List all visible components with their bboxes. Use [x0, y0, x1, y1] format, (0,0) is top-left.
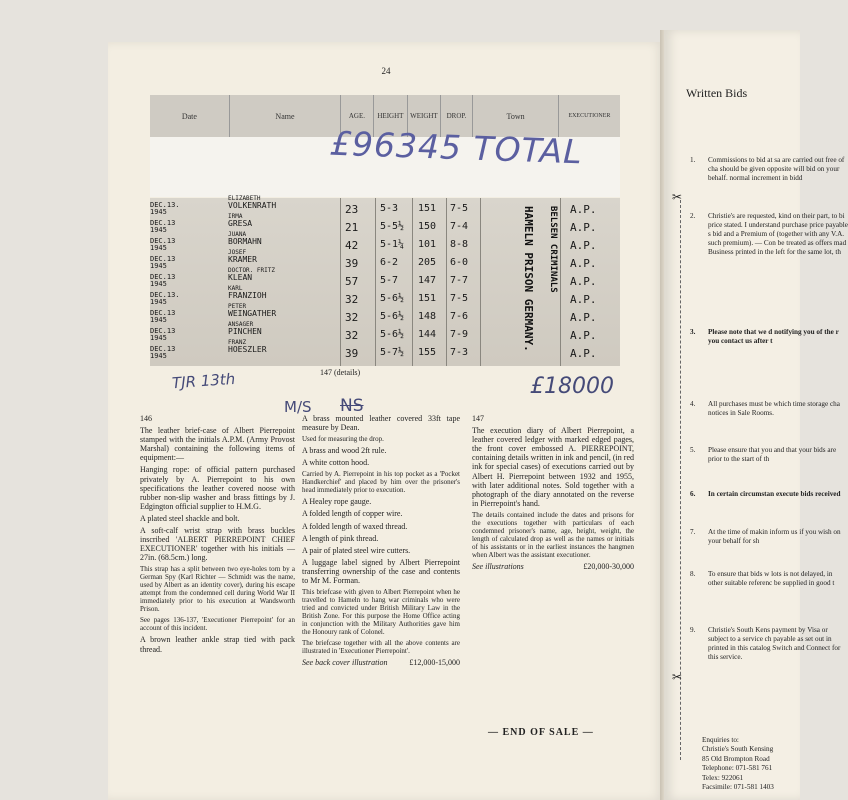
item-text: Please note that we d notifying you of the r you contact us after t	[708, 328, 839, 345]
item-text: To ensure that bids w lots is not delayed, in other suitable referenc be supplied in good t	[708, 570, 835, 587]
lot-description: A brass and wood 2ft rule.	[302, 446, 387, 456]
ledger-header-weight: WEIGHT	[408, 95, 441, 137]
lot-reference: See pages 136-137, 'Executioner Pierrepoint' for an account of this incident.	[140, 616, 295, 633]
ledger-age: 39	[345, 257, 359, 270]
ledger-age: 21	[345, 221, 359, 234]
ledger-name: KLEAN	[228, 273, 253, 282]
ledger-date: DEC.13 1945	[150, 255, 176, 270]
ledger-executioner: A.P.	[570, 275, 597, 288]
lot-description: A folded length of copper wire.	[302, 509, 403, 519]
ledger-row	[150, 285, 620, 307]
written-bids-item	[690, 212, 848, 257]
handwritten-total-annotation: £96345 TOTAL	[329, 123, 584, 172]
ledger-name: KRAMER	[228, 255, 257, 264]
lot-estimate-row	[302, 658, 460, 667]
ledger-header-age: AGE.	[341, 95, 374, 137]
enquiries-line: Telephone: 071-581 761	[702, 764, 773, 773]
ledger-age: 57	[345, 275, 359, 288]
ledger-age: 23	[345, 203, 359, 216]
ledger-town-note: BELSEN CRIMINALS	[548, 206, 558, 293]
enquiries-line: Enquiries to:	[702, 736, 739, 744]
lot-reference: See back cover illustration	[302, 658, 388, 668]
ledger-executioner: A.P.	[570, 347, 597, 360]
item-number: 2.	[690, 212, 696, 220]
lot-description: Carried by A. Pierrepoint in his top pocket as a 'Pocket Handkerchief' and placed by him over the prisoner's head immediately prior to execution.	[302, 470, 460, 495]
photo-caption: 147 (details)	[320, 368, 361, 377]
ledger-header-height: HEIGHT	[374, 95, 409, 137]
ledger-drop: 7-7	[450, 275, 469, 286]
lot-footnote: The details contained include the dates and prisons for the executions together with particulars of each condemned prisoner's name, age, height, weight, the length of calculated drop as well as the names or initials of his assistants or in the earliest instances the hangmen when Albert was the assistant executioner.	[472, 510, 634, 559]
ledger-name: FRANZIOH	[228, 291, 267, 300]
enquiries-line: Telex: 922061	[702, 773, 744, 782]
ledger-row	[150, 249, 620, 271]
ledger-weight: 144	[418, 329, 437, 340]
enquiries-line: Christie's South Kensing	[702, 745, 774, 754]
written-bids-item	[690, 400, 848, 418]
ledger-executioner: A.P.	[570, 203, 597, 216]
ledger-first-name: ANSAGER	[228, 321, 254, 328]
item-number: 1.	[690, 156, 696, 164]
ledger-weight: 151	[418, 293, 437, 304]
ledger-row	[150, 303, 620, 325]
lot-number: 146	[140, 414, 152, 423]
ledger-name: HOESZLER	[228, 345, 267, 354]
ledger-drop: 7-5	[450, 293, 469, 304]
ledger-date: DEC.13 1945	[150, 237, 176, 252]
lot-description: Used for measuring the drop.	[302, 435, 384, 444]
ledger-height: 5-6½	[380, 329, 405, 340]
ledger-weight: 147	[418, 275, 437, 286]
end-of-sale-heading: — END OF SALE —	[488, 727, 594, 738]
ledger-header-town: Town	[473, 95, 559, 137]
ledger-header-executioner: EXECUTIONER	[568, 113, 611, 119]
ledger-drop: 7-4	[450, 221, 469, 232]
item-text: Christie's South Kens payment by Visa or subject to a service ch payable as set out in printed in this catalog Switch and Connect for this service.	[708, 626, 841, 661]
scissors-icon: ✂	[672, 190, 683, 204]
ledger-age: 42	[345, 239, 359, 252]
ledger-height: 5-6½	[380, 293, 405, 304]
written-bids-item	[690, 156, 848, 183]
ledger-drop: 7-3	[450, 347, 469, 358]
lot-footnote: This strap has a split between two eye-holes torn by a German Spy (Karl Richter — Schmidt was the name, used by Albert as an identity cover), during his escape attempt from the condemned cell during World War II immediately prior to his execution at Wandsworth Prison.	[140, 565, 295, 614]
ledger-first-name: FRANZ	[228, 339, 247, 346]
lot-description: A soft-calf wrist strap with brass buckles inscribed 'ALBERT PIERREPOINT CHIEF EXECUTIONER' together with his initials — 27in. (68.5cm.) long.	[140, 526, 295, 563]
ledger-date: DEC.13 1945	[150, 219, 176, 234]
ledger-drop: 6-0	[450, 257, 469, 268]
ledger-header-drop: DROP.	[441, 95, 474, 137]
ledger-age: 39	[345, 347, 359, 360]
item-number: 9.	[690, 626, 696, 634]
ledger-executioner: A.P.	[570, 293, 597, 306]
lot-footnote: The briefcase together with all the above contents are illustrated in 'Executioner Pierrepoint'.	[302, 639, 460, 656]
ledger-first-name: KARL	[228, 285, 243, 292]
ledger-height: 6-2	[380, 257, 399, 268]
item-number: 7.	[690, 528, 696, 536]
ledger-row	[150, 321, 620, 343]
ledger-executioner: A.P.	[570, 257, 597, 270]
lot-reference: See illustrations	[472, 561, 524, 571]
ledger-weight: 150	[418, 221, 437, 232]
right-catalogue-page	[664, 30, 848, 800]
scissors-icon: ✂	[672, 670, 683, 684]
ledger-first-name: IRMA	[228, 213, 243, 220]
ledger-executioner: A.P.	[570, 329, 597, 342]
handwritten-note-left: TJR 13th	[171, 369, 236, 393]
ledger-date: DEC.13. 1945	[150, 201, 180, 216]
item-text: At the time of makin inform us if you wish on your behalf for sh	[708, 528, 841, 545]
ledger-first-name: JUANA	[228, 231, 247, 238]
ledger-height: 5-7½	[380, 347, 405, 358]
lot-description: A Healey rope gauge.	[302, 497, 372, 507]
ledger-header-name: Name	[230, 95, 341, 137]
ledger-weight: 155	[418, 347, 437, 358]
lot-estimate-row	[472, 562, 634, 571]
lot-description: A pair of plated steel wire cutters.	[302, 545, 411, 555]
ledger-first-name: ELIZABETH	[228, 195, 261, 202]
ledger-row	[150, 213, 620, 235]
ledger-row	[150, 267, 620, 289]
lot-footnote: This briefcase with given to Albert Pierrepoint when he travelled to Hameln to hang war criminals who were tried and convicted under British Military Law in the British Zone. For this purpose the Home Office acting in conjunction with the Military Authorities gave him the Honoury rank of Colonel.	[302, 588, 460, 637]
ledger-date: DEC.13 1945	[150, 273, 176, 288]
ledger-age: 32	[345, 329, 359, 342]
lot-description: A brass mounted leather covered 33ft tape measure by Dean.	[302, 414, 460, 433]
handwritten-note-ms: M/S	[284, 398, 312, 416]
item-number: 8.	[690, 570, 696, 578]
ledger-date: DEC.13 1945	[150, 309, 176, 324]
written-bids-item	[690, 528, 848, 546]
ledger-row	[150, 231, 620, 253]
ledger-executioner: A.P.	[570, 221, 597, 234]
ledger-weight: 151	[418, 203, 437, 214]
lot-description: Hanging rope: of official pattern purchased privately by A. Pierrepoint to his own specifications the leather covered noose with rubber non-slip washer and brass fittings by J. Edgington official supplier to H.M.G.	[140, 465, 295, 511]
ledger-executioner: A.P.	[570, 311, 597, 324]
ledger-weight: 101	[418, 239, 437, 250]
ledger-height: 5-3	[380, 203, 399, 214]
ledger-height: 5-7	[380, 275, 399, 286]
written-bids-item	[690, 446, 848, 464]
lot-estimate: £20,000-30,000	[583, 561, 634, 571]
ledger-name: PINCHEN	[228, 327, 262, 336]
ledger-name: GRESA	[228, 219, 253, 228]
ledger-weight: 205	[418, 257, 437, 268]
lot-146-continued-column	[302, 414, 460, 667]
ledger-age: 32	[345, 311, 359, 324]
ledger-height: 5-1¼	[380, 239, 405, 250]
lot-number: 147	[472, 414, 484, 423]
ledger-date: DEC.13 1945	[150, 345, 176, 360]
lot-description: A length of pink thread.	[302, 533, 379, 543]
item-text: Christie's are requested, kind on their part, to bi price stated. I understand purchase price payable s bid and a Premium of (together with any V.A. such premium). — Con be treated as offers mad Business printed in the left for the same lot, th	[708, 212, 848, 256]
item-text: All purchases must be which time storage cha notices in Sale Rooms.	[708, 400, 840, 417]
lot-146-column	[140, 414, 295, 657]
ledger-name: VOLKENRATH	[228, 201, 277, 210]
ledger-photo	[150, 195, 620, 366]
lot-description: A folded length of waxed thread.	[302, 521, 408, 531]
lot-description: A plated steel shackle and bolt.	[140, 513, 240, 523]
ledger-row	[150, 195, 620, 217]
ledger-height: 5-6½	[380, 311, 405, 322]
lot-estimate: £12,000-15,000	[409, 658, 460, 668]
ledger-row	[150, 339, 620, 361]
ledger-town-entry: HAMELN PRISON GERMANY.	[522, 206, 535, 352]
ledger-date: DEC.13. 1945	[150, 291, 180, 306]
enquiries-line: 85 Old Brompton Road	[702, 754, 770, 763]
ledger-drop: 8-8	[450, 239, 469, 250]
ledger-header-date: Date	[150, 95, 230, 137]
ledger-first-name: DOCTOR. FRITZ	[228, 267, 275, 274]
ledger-first-name: PETER	[228, 303, 247, 310]
written-bids-item	[690, 626, 848, 662]
page-number: 24	[381, 66, 391, 76]
ledger-executioner: A.P.	[570, 239, 597, 252]
item-number: 5.	[690, 446, 696, 454]
lot-description: The leather brief-case of Albert Pierrepoint stamped with the initials A.P.M. (Army Provost Marshal) containing the following items of equipment:—	[140, 426, 295, 463]
lot-description: The execution diary of Albert Pierrepoint, a leather covered ledger with marked edged pages, the front cover embossed A. PIERREPOINT, containing details written in ink and pencil, (in red ink for special cases) of executions carried out by Albert H. Pierrepoint between 1932 and 1955, with later additional notes. Sold together with a photograph of the diary annotated on the reverse in Pierrepoint's hand.	[472, 426, 634, 508]
enquiries-line: Facsimile: 071-581 1403	[702, 783, 774, 792]
item-text: Please ensure that you and that your bids are prior to the start of th	[708, 446, 837, 463]
lot-description: A white cotton hood.	[302, 458, 370, 468]
ledger-height: 5-5½	[380, 221, 405, 232]
ledger-first-name: JOSEF	[228, 249, 247, 256]
item-number: 3.	[690, 328, 696, 336]
ledger-name: BORMAHN	[228, 237, 262, 246]
item-text: In certain circumstan execute bids received	[708, 490, 841, 498]
ledger-age: 32	[345, 293, 359, 306]
item-number: 6.	[690, 490, 696, 498]
ledger-date: DEC.13 1945	[150, 327, 176, 342]
handwritten-note-struck: NS	[340, 396, 364, 416]
written-bids-title: Written Bids	[686, 86, 748, 100]
lot-147-column	[472, 414, 634, 571]
ledger-drop: 7-5	[450, 203, 469, 214]
item-number: 4.	[690, 400, 696, 408]
lot-description: A luggage label signed by Albert Pierrepoint transferring ownership of the case and contents to Mr M. Forman.	[302, 557, 460, 586]
ledger-drop: 7-9	[450, 329, 469, 340]
lot-description: A brown leather ankle strap tied with pack thread.	[140, 635, 295, 654]
written-bids-item	[690, 328, 848, 346]
ledger-name: WEINGATHER	[228, 309, 277, 318]
written-bids-item	[690, 490, 848, 499]
written-bids-item	[690, 570, 848, 588]
ledger-weight: 148	[418, 311, 437, 322]
enquiries-block	[702, 736, 842, 792]
ledger-drop: 7-6	[450, 311, 469, 322]
handwritten-price: £18000	[530, 374, 614, 399]
item-text: Commissions to bid at sa are carried out free of cha should be given opposite will bid on your behalf. normal increment in bidd	[708, 156, 845, 182]
